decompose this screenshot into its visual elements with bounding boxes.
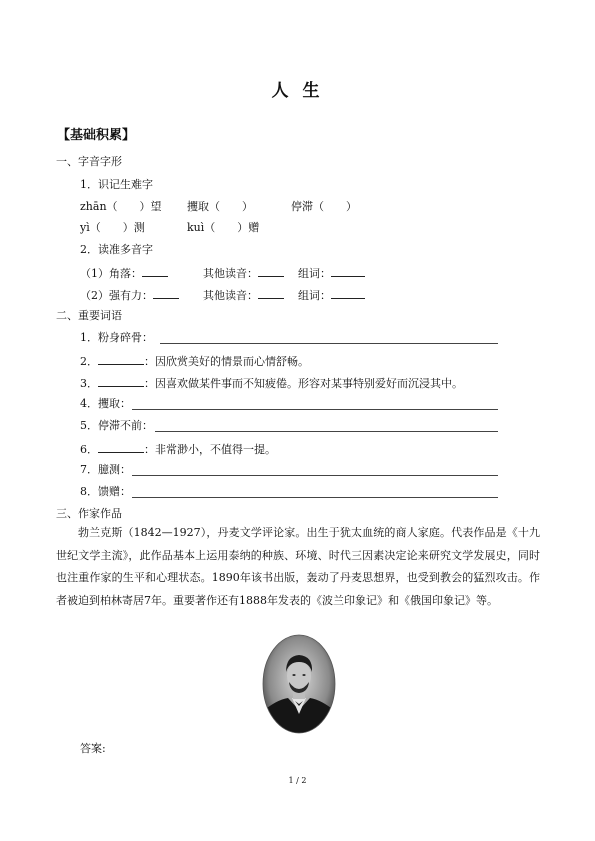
vocab-item-5: 5．停滞不前： [80, 419, 153, 432]
q1-heading: 1．识记生难字 [80, 178, 153, 191]
q1-item-zhan: zhān（ ）望 [80, 200, 162, 213]
vocab-item-4: 4．攫取： [80, 397, 131, 410]
q1-item-yi: yì（ ）测 [80, 221, 145, 234]
part3-heading: 三、作家作品 [56, 507, 122, 520]
q2-row [80, 265, 168, 281]
q2-other-label-1: 其他读音： [203, 265, 284, 281]
q2-group-label-2: 组词： [298, 287, 365, 303]
answer-line-8[interactable] [132, 497, 498, 498]
vocab-item-7: 7．臆测： [80, 463, 131, 476]
vocab-item-2: 2． ：因欣赏美好的情景而心情舒畅。 [80, 355, 309, 368]
vocab-item-3: 3． ：因喜欢做某件事而不知疲倦。形容对某事特别爱好而沉浸其中。 [80, 377, 463, 390]
answer-line-7[interactable] [132, 475, 498, 476]
answer-line-5[interactable] [155, 431, 498, 432]
q2-word-label: （2）强有力： [80, 289, 153, 302]
q2-row [80, 287, 179, 303]
vocab-item-8: 8．馈赠： [80, 485, 131, 498]
page-number: 1 / 2 [288, 776, 307, 785]
q1-item-kui: kuì（ ）赠 [187, 221, 260, 234]
answer-line-4[interactable] [132, 409, 498, 410]
part1-heading: 一、字音字形 [56, 155, 122, 168]
q2-group-label-1: 组词： [298, 265, 365, 281]
q2-heading: 2．读准多音字 [80, 243, 153, 256]
vocab-item-1: 1．粉身碎骨： [80, 331, 153, 344]
answer-label: 答案: [80, 742, 106, 755]
part2-heading: 二、重要词语 [56, 309, 122, 322]
section-header: 【基础积累】 [57, 128, 136, 143]
author-paragraph: 勃兰克斯（1842—1927），丹麦文学评论家。出生于犹太血统的商人家庭。代表作品是《十九世纪文学主流》，此作品基本上运用泰纳的种族、环境、时代三因素决定论来研究文学发展史，同时也注重作家的生平和心理状态。1890年该书出版，轰动了丹麦思想界，也受到教会的猛烈攻击。作者被迫到柏林寄居7年。重要著作还有1888年发表的《波兰印象记》和《俄国印象记》等。 [56, 526, 540, 607]
q1-item-jueqv: 攫取（ ） [187, 200, 253, 213]
vocab-item-6: 6． ：非常渺小，不值得一提。 [80, 443, 276, 456]
q1-item-tingzhi: 停滞（ ） [291, 200, 357, 213]
answer-line-1[interactable] [160, 343, 498, 344]
q2-word-label: （1）角落： [80, 267, 142, 280]
author-portrait [262, 634, 336, 734]
page-title: 人 生 [271, 81, 324, 101]
q2-other-label-2: 其他读音： [203, 287, 284, 303]
